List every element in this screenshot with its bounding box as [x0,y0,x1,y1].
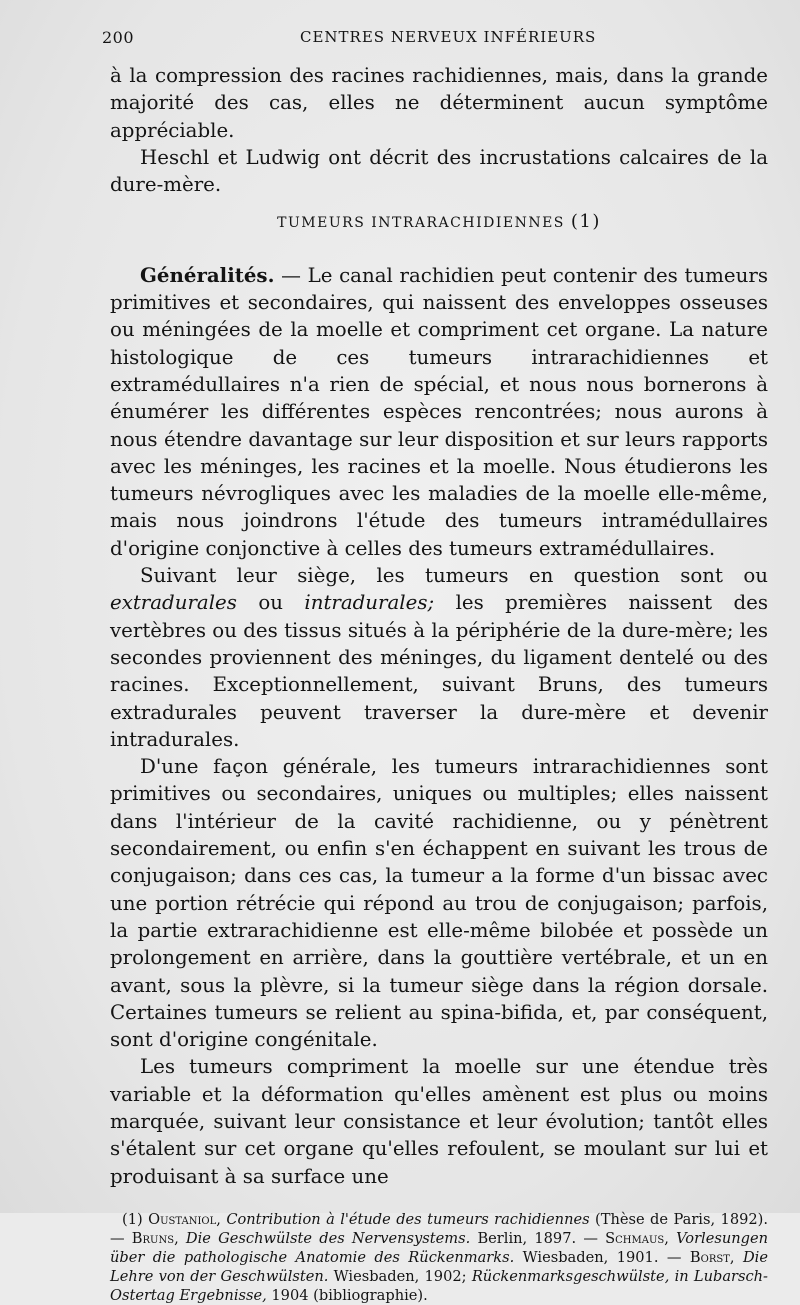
citation-text: Wiesbaden, 1901. — [514,1248,690,1266]
section-title [110,208,768,237]
paragraph-text: Suivant leur siège, les tumeurs en question sont ou [140,564,768,588]
paragraph-text: — Le canal rachidien peut contenir des tumeurs primitives et secondaires, qui naissent des enveloppes osseuses ou méningées de la moelle et compriment cet organe. La nature histologique de ces tumeurs intrarachidiennes et extramédullaires n'a rien de spécial, et nous nous bornerons à énumérer les différentes espèces rencontrées; nous aurons à nous étendre davantage sur leur disposition et sur leurs rapports avec les méninges, les racines et la moelle. Nous étudierons les tumeurs névrogliques avec les maladies de la moelle elle-même, mais nous joindrons l'étude des tumeurs intramédullaires d'origine conjonctive à celles des tumeurs extramédullaires. [110,263,768,560]
author: Oustaniol, [148,1210,221,1228]
citation-text: Wiesbaden, 1902; [328,1267,472,1285]
work-title: Die Lehre von der Geschwülsten. [110,1248,768,1285]
running-title: CENTRES NERVEUX INFÉRIEURS [300,28,597,46]
page-header [102,22,768,62]
work-title: Vorlesungen über die pathologische Anatomie des Rückenmarks. [110,1229,769,1266]
author: Bruns, [131,1229,179,1247]
paragraph-text: ou [236,591,305,615]
footnotes [110,1210,768,1305]
footnote-reference: (1) [570,211,601,233]
paragraph-continuation: à la compression des racines rachidiennes, mais, dans la grande majorité des cas, elles ne déterminent aucun symptôme appréciable. [110,64,768,142]
paragraph-heschl: Heschl et Ludwig ont décrit des incrustations calcaires de la dure-mère. [110,145,768,197]
citation-text: 1904 (bibliographie). [266,1286,428,1304]
author: Borst, [689,1248,735,1266]
author: Schmaus, [605,1229,669,1247]
work-title: Contribution à l'étude des tumeurs rachidiennes [226,1210,590,1228]
paragraph-text: les premières naissent des vertèbres ou des tissus situés à la périphérie de la dure-mère; les secondes proviennent des méninges, du ligament dentelé ou des racines. Exceptionnellement, suivant Bruns, des tumeurs extradurales peuvent traverser la dure-mère et devenir intradurales. [110,591,768,751]
section-title-text: TUMEURS INTRARACHIDIENNES [277,215,565,232]
paragraph-generale: D'une façon générale, les tumeurs intrarachidiennes sont primitives ou secondaires, uniques ou multiples; elles naissent dans l'intérieur de la cavité rachidienne, ou y pénètrent secondairement, ou enfin s'en échappent en suivant les trous de conjugaison; dans ces cas, la tumeur a la forme d'un bissac avec une portion rétrécie qui répond au trou de conjugaison; parfois, la partie extrarachidienne est elle-même bilobée et possède un prolongement en arrière, dans la gouttière vertébrale, et un en avant, sous la plèvre, si la tumeur siège dans la région dorsale. Certaines tumeurs se relient au spina-bifida, et, par conséquent, sont d'origine congénitale. [110,755,768,1052]
work-title: Die Geschwülste des Nervensystems. [185,1229,471,1247]
work-title: Rückenmarksgeschwülste, in Lubarsch-Ostertag Ergebnisse, [110,1267,768,1304]
paragraph-generalites [110,262,768,562]
body-text [110,62,768,1190]
term-intradurales: intradurales; [304,591,435,615]
paragraph-compriment: Les tumeurs compriment la moelle sur une étendue très variable et la déformation qu'elles amènent est plus ou moins marquée, suivant leur consistance et leur évolution; tantôt elles s'étalent sur cet organe qu'elles refoulent, se moulant sur lui et produisant à sa surface une [110,1055,768,1188]
footnote-number: (1) [122,1210,143,1228]
citation-text: (Thèse de Paris, 1892). — [110,1210,769,1247]
page-number: 200 [102,28,135,47]
paragraph-siege [110,562,768,753]
paragraph-lead: Généralités. [140,262,275,287]
term-extradurales: extradurales [110,591,237,615]
footnote-1 [110,1210,768,1305]
citation-text: Berlin, 1897. — [470,1229,606,1247]
